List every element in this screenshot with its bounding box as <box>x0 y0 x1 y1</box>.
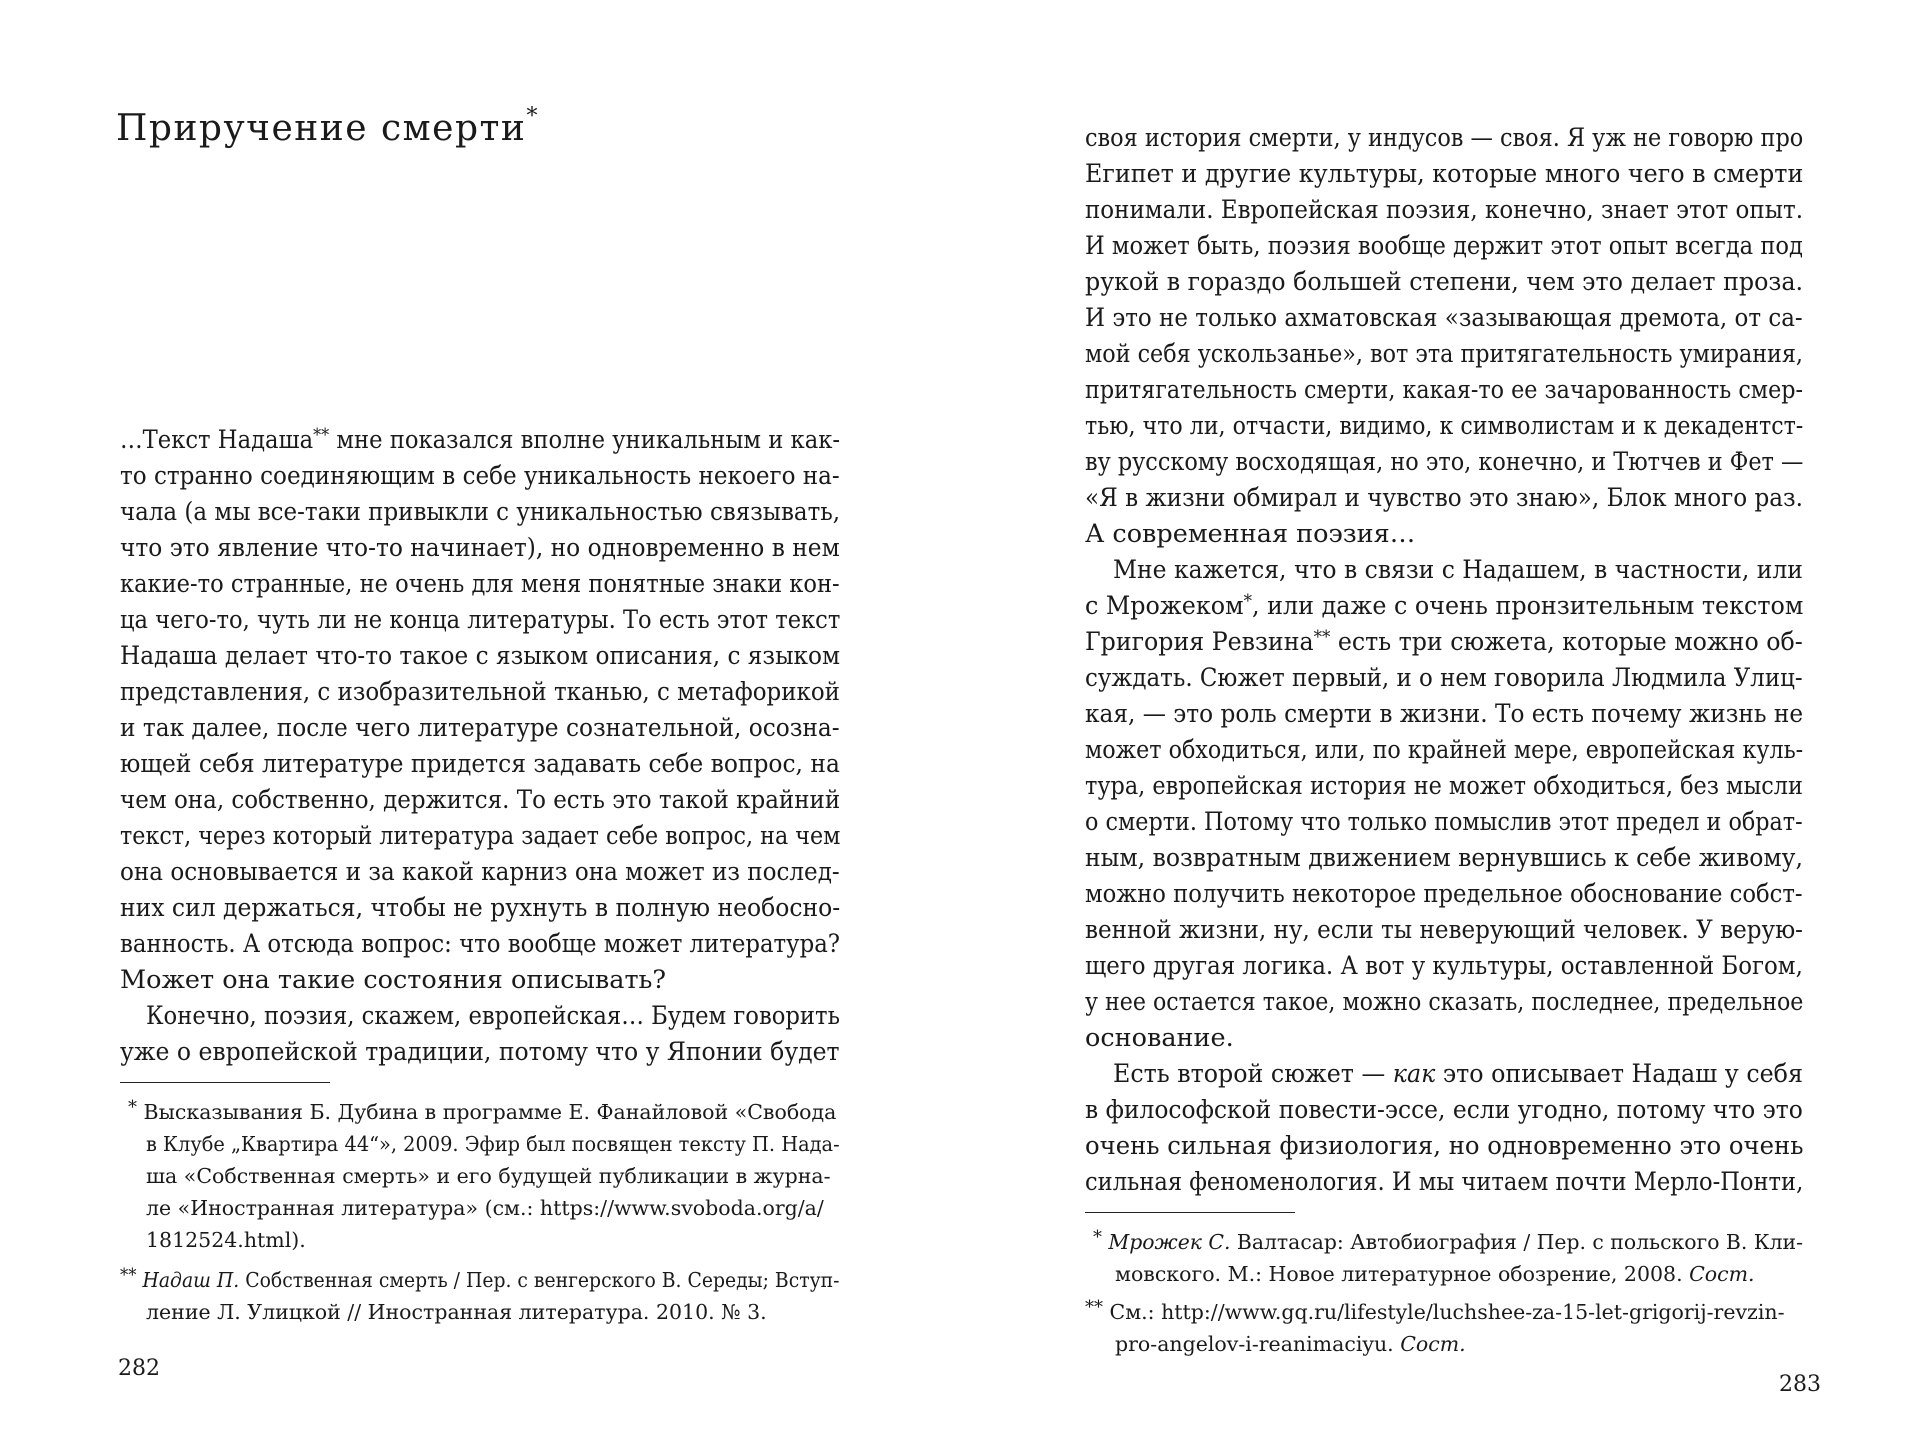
text-line: «Я в жизни обмирал и чувство это знаю», Блок много раз. <box>1085 483 1803 513</box>
text-line: своя история смерти, у индусов — своя. Я уж не говорю про <box>1085 123 1804 153</box>
chapter-title: Приручение смерти* <box>116 104 539 149</box>
text-line: представления, с изобразительной тканью, с метафорикой <box>120 677 840 707</box>
footnote-line: в Клубе „Квартира 44“», 2009. Эфир был посвящен тексту П. Нада- <box>146 1132 840 1156</box>
text-line: рукой в гораздо большей степени, чем это делает проза. <box>1085 267 1804 297</box>
text-line: с Мрожеком*, или даже с очень пронзительным текстом <box>1085 591 1804 621</box>
text-line: текст, через который литература задает себе вопрос, на чем <box>120 821 841 851</box>
text-line: можно получить некоторое предельное обоснование собст- <box>1085 879 1803 909</box>
text-line: ным, возвратным движением вернувшись к себе живому, <box>1085 843 1803 873</box>
text-line: Надаша делает что-то такое с языком описания, с языком <box>120 641 840 671</box>
text-line: основание. <box>1085 1023 1234 1053</box>
text-line: в философской повести-эссе, если угодно, потому что это <box>1085 1095 1803 1125</box>
footnote-rule <box>120 1082 330 1083</box>
text-line: щего другая логика. А вот у культуры, оставленной Богом, <box>1085 951 1803 981</box>
text-line: ющей себя литературе придется задавать себе вопрос, на <box>120 749 840 779</box>
text-line: Может она такие состояния описывать? <box>120 965 667 995</box>
text-line: И может быть, поэзия вообще держит этот опыт всегда под <box>1085 231 1803 261</box>
text-line: притягательность смерти, какая-то ее зачарованность смер- <box>1085 375 1804 405</box>
text-line: о смерти. Потому что только помыслив этот предел и обрат- <box>1085 807 1803 837</box>
text-line: них сил держаться, чтобы не рухнуть в полную необосно- <box>120 893 841 923</box>
text-line: тура, европейская история не может обходиться, без мысли <box>1085 771 1803 801</box>
text-line: у нее остается такое, можно сказать, последнее, предельное <box>1085 987 1804 1017</box>
page-number: 282 <box>118 1356 160 1381</box>
text-line: ву русскому восходящая, но это, конечно, и Тютчев и Фет — <box>1085 447 1804 477</box>
text-line: Конечно, поэзия, скажем, европейская… Будем говорить <box>146 1001 840 1031</box>
text-line: Есть второй сюжет — как это описывает Надаш у себя <box>1113 1059 1803 1089</box>
text-line: венной жизни, ну, если ты неверующий человек. У верую- <box>1085 915 1803 945</box>
text-line: А современная поэзия… <box>1085 519 1416 549</box>
footnote-line: * Высказывания Б. Дубина в программе Е. Фанайловой «Свобода <box>128 1097 837 1124</box>
text-line: что это явление что-то начинает), но одновременно в нем <box>120 533 840 563</box>
text-line: то странно соединяющим в себе уникальность некоего на- <box>120 461 840 491</box>
page-number: 283 <box>1779 1372 1821 1397</box>
text-line: она основывается и за какой карниз она может из послед- <box>120 857 840 887</box>
footnote-line: ление Л. Улицкой // Иностранная литература. 2010. № 3. <box>146 1300 767 1324</box>
text-line: может обходиться, или, по крайней мере, европейская куль- <box>1085 735 1804 765</box>
text-line: Мне кажется, что в связи с Надашем, в частности, или <box>1113 555 1803 585</box>
text-line: понимали. Европейская поэзия, конечно, знает этот опыт. <box>1085 195 1804 225</box>
text-line: какие-то странные, не очень для меня понятные знаки кон- <box>120 569 840 599</box>
footnote-line: * Мрожек С. Валтасар: Автобиография / Пер. с польского В. Кли- <box>1093 1227 1803 1254</box>
text-line: чала (а мы все-таки привыкли с уникальностью связывать, <box>120 497 841 527</box>
text-line: тью, что ли, отчасти, видимо, к символистам и к декадентст- <box>1085 411 1804 441</box>
text-line: И это не только ахматовская «зазывающая дремота, от са- <box>1085 303 1803 333</box>
text-line: мой себя ускользанье», вот эта притягательность умирания, <box>1085 339 1803 369</box>
title-footnote-mark: * <box>526 104 539 129</box>
text-line: сильная феноменология. И мы читаем почти Мерло-Понти, <box>1085 1167 1804 1197</box>
text-line: кая, — это роль смерти в жизни. То есть почему жизнь не <box>1085 699 1804 729</box>
text-line: Григория Ревзина** есть три сюжета, которые можно об- <box>1085 627 1803 657</box>
footnote-line: ша «Собственная смерть» и его будущей публикации в журна- <box>146 1164 831 1188</box>
footnote-line: ле «Иностранная литература» (см.: https://www.svoboda.org/a/ <box>146 1196 824 1220</box>
text-line: ванность. А отсюда вопрос: что вообще может литература? <box>120 929 841 959</box>
footnote-line: ** Надаш П. Собственная смерть / Пер. с венгерского В. Середы; Вступ- <box>120 1265 840 1292</box>
footnote-line: мовского. М.: Новое литературное обозрение, 2008. Сост. <box>1115 1262 1755 1286</box>
right-page <box>953 0 1906 1448</box>
text-line: очень сильная физиология, но одновременно это очень <box>1085 1131 1804 1161</box>
footnote-rule <box>1085 1212 1295 1213</box>
footnote-line: ** См.: http://www.gq.ru/lifestyle/luchshee-za-15-let-grigorij-revzin- <box>1085 1297 1785 1324</box>
text-line: Египет и другие культуры, которые много чего в смерти <box>1085 159 1804 189</box>
text-line: суждать. Сюжет первый, и о нем говорила Людмила Улиц- <box>1085 663 1803 693</box>
text-line: уже о европейской традиции, потому что у Японии будет <box>120 1037 840 1067</box>
text-line: и так далее, после чего литературе сознательной, осозна- <box>120 713 840 743</box>
text-line: …Текст Надаша** мне показался вполне уникальным и как- <box>120 425 841 455</box>
footnote-line: pro-angelov-i-reanimaciyu. Сост. <box>1115 1332 1466 1356</box>
footnote-line: 1812524.html). <box>146 1228 306 1252</box>
text-line: ца чего-то, чуть ли не конца литературы. То есть этот текст <box>120 605 841 635</box>
text-line: чем она, собственно, держится. То есть это такой крайний <box>120 785 841 815</box>
